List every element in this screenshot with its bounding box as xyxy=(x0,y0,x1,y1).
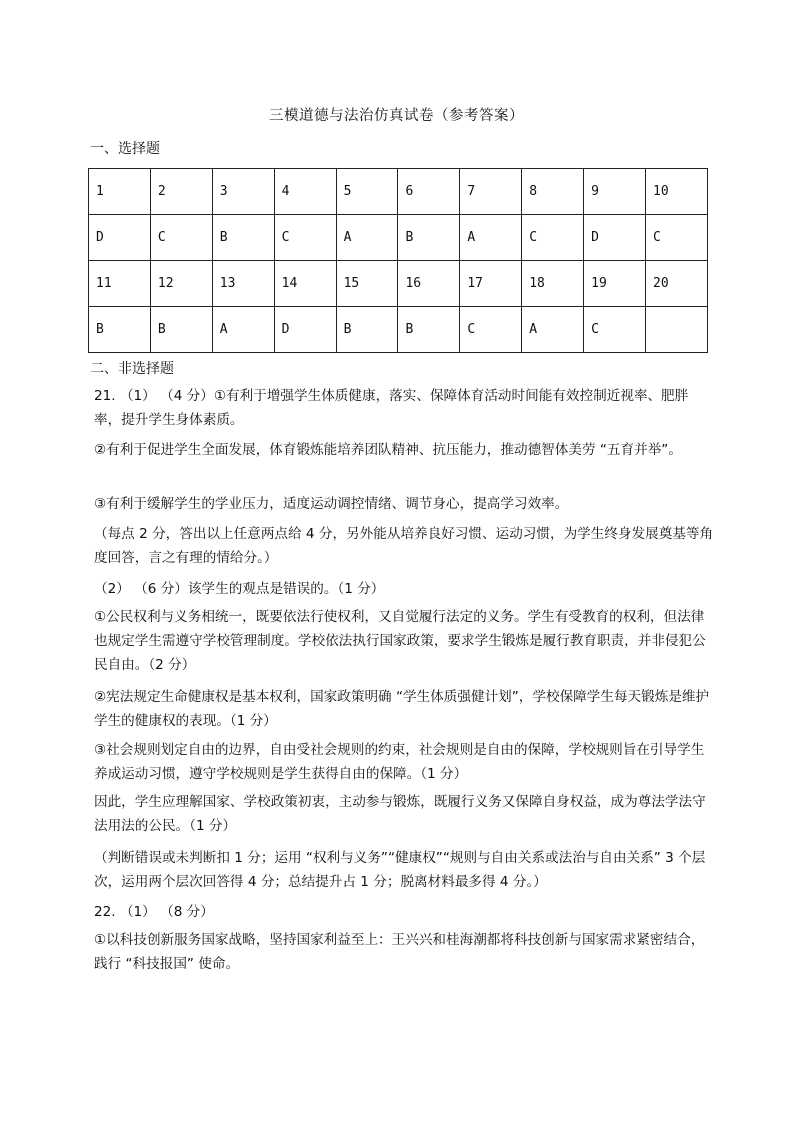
answer-paragraph: 因此，学生应理解国家、学校政策初衷，主动参与锻炼，既履行义务又保障自身权益，成为尊法学法守法用法的公民。（1 分） xyxy=(94,794,706,834)
table-cell: 16 xyxy=(398,261,460,307)
answer-paragraph: ②有利于促进学生全面发展，体育锻炼能培养团队精神、抗压能力，推动德智体美劳 “五育并举”。 xyxy=(94,442,682,458)
answer-table xyxy=(88,168,708,353)
table-cell: 10 xyxy=(646,169,708,215)
table-cell: B xyxy=(212,215,274,261)
table-cell xyxy=(646,307,708,353)
table-cell: 8 xyxy=(522,169,584,215)
table-cell: 5 xyxy=(336,169,398,215)
table-cell: 15 xyxy=(336,261,398,307)
table-cell: 19 xyxy=(584,261,646,307)
table-cell: 17 xyxy=(460,261,522,307)
document-title: 三模道德与法治仿真试卷（参考答案） xyxy=(269,108,524,124)
answer-paragraph: ①以科技创新服务国家战略，坚持国家利益至上：王兴兴和桂海潮都将科技创新与国家需求紧密结合，践行 “科技报国” 使命。 xyxy=(94,932,705,972)
table-row xyxy=(89,307,708,353)
table-cell: C xyxy=(460,307,522,353)
table-cell: 3 xyxy=(212,169,274,215)
table-cell: B xyxy=(89,307,151,353)
answer-paragraph: （2） （6 分）该学生的观点是错误的。（1 分） xyxy=(94,581,385,597)
table-cell: A xyxy=(336,215,398,261)
table-cell: B xyxy=(398,307,460,353)
table-cell: 1 xyxy=(89,169,151,215)
table-row xyxy=(89,261,708,307)
answer-paragraph: （每点 2 分，答出以上任意两点给 4 分，另外能从培养良好习惯、运动习惯，为学生终身发展奠基等角度回答，言之有理的情给分。） xyxy=(94,526,714,566)
table-cell: 7 xyxy=(460,169,522,215)
table-cell: 20 xyxy=(646,261,708,307)
answer-paragraph: ③社会规则划定自由的边界，自由受社会规则的约束，社会规则是自由的保障，学校规则旨在引导学生养成运动习惯，遵守学校规则是学生获得自由的保障。（1 分） xyxy=(94,742,705,782)
answer-paragraph: 21. （1） （4 分）①有利于增强学生体质健康，落实、保障体育活动时间能有效控制近视率、肥胖率，提升学生身体素质。 xyxy=(94,388,689,428)
table-cell: 13 xyxy=(212,261,274,307)
table-cell: D xyxy=(89,215,151,261)
table-row xyxy=(89,169,708,215)
table-cell: D xyxy=(584,215,646,261)
answer-paragraph: （判断错误或未判断扣 1 分；运用 “权利与义务”“健康权”“规则与自由关系或法治与自由关系” 3 个层次，运用两个层次回答得 4 分；总结提升占 1 分；脱离材料最多得 4 分。） xyxy=(94,850,706,890)
table-cell: A xyxy=(212,307,274,353)
table-cell: C xyxy=(584,307,646,353)
table-cell: 18 xyxy=(522,261,584,307)
table-cell: A xyxy=(522,307,584,353)
table-cell: 11 xyxy=(89,261,151,307)
table-cell: C xyxy=(274,215,336,261)
section-heading-choice: 一、选择题 xyxy=(90,141,160,157)
table-cell: C xyxy=(150,215,212,261)
answer-paragraph: 22. （1） （8 分） xyxy=(94,904,214,920)
table-cell: C xyxy=(646,215,708,261)
section-heading-nonchoice: 二、非选择题 xyxy=(90,361,174,377)
table-cell: B xyxy=(150,307,212,353)
table-cell: B xyxy=(398,215,460,261)
answer-paragraph: ③有利于缓解学生的学业压力，适度运动调控情绪、调节身心，提高学习效率。 xyxy=(94,496,569,512)
table-cell: 14 xyxy=(274,261,336,307)
answer-paragraph: ①公民权利与义务相统一，既要依法行使权利，又自觉履行法定的义务。学生有受教育的权利，但法律也规定学生需遵守学校管理制度。学校依法执行国家政策，要求学生锻炼是履行教育职责，并非侵犯公民自由。（2 分） xyxy=(94,609,706,673)
table-cell: 9 xyxy=(584,169,646,215)
table-cell: 12 xyxy=(150,261,212,307)
table-cell: 2 xyxy=(150,169,212,215)
table-cell: D xyxy=(274,307,336,353)
table-cell: B xyxy=(336,307,398,353)
table-cell: 6 xyxy=(398,169,460,215)
answer-paragraph: ②宪法规定生命健康权是基本权利，国家政策明确 “学生体质强健计划”，学校保障学生每天锻炼是维护学生的健康权的表现。（1 分） xyxy=(94,689,710,729)
table-cell: 4 xyxy=(274,169,336,215)
table-cell: C xyxy=(522,215,584,261)
table-cell: A xyxy=(460,215,522,261)
table-row xyxy=(89,215,708,261)
